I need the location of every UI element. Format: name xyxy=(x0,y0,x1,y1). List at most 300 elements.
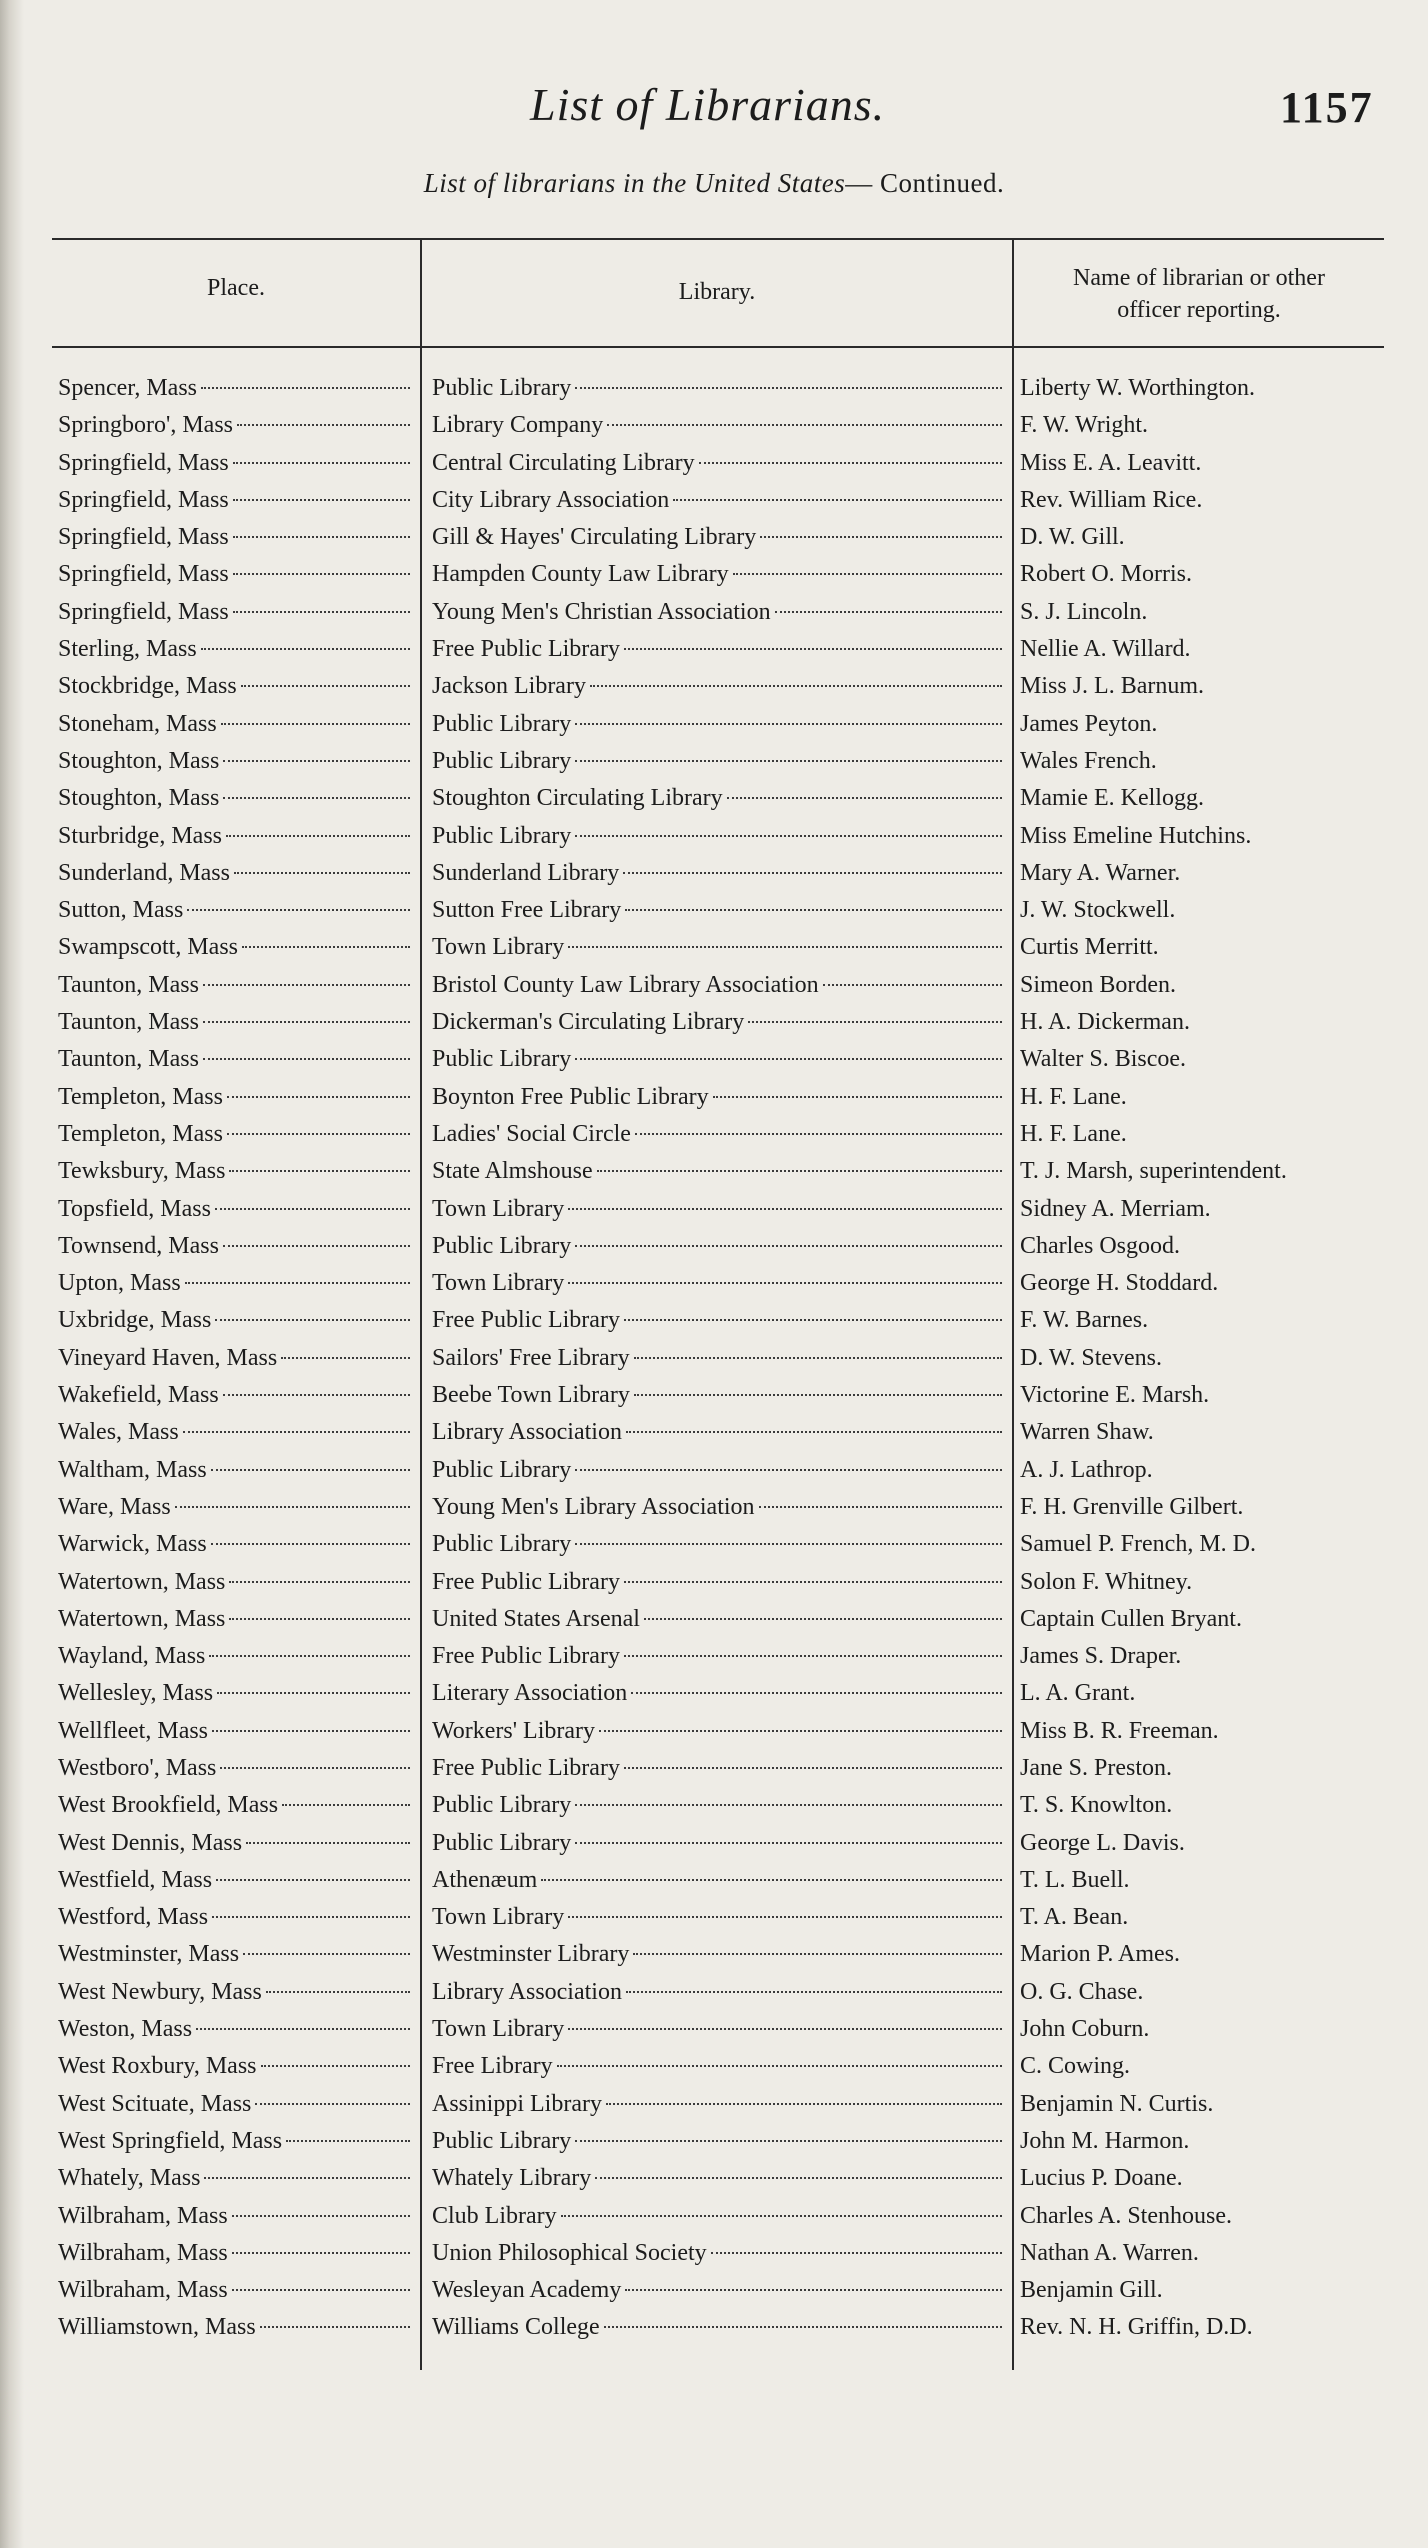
librarian-cell xyxy=(1020,1564,1380,1601)
dot-leader xyxy=(711,2252,1002,2254)
place-text: Springfield, Mass xyxy=(58,449,229,476)
dot-leader xyxy=(568,1282,1002,1284)
place-cell xyxy=(58,1228,412,1265)
table-row xyxy=(0,2309,1428,2346)
librarian-cell xyxy=(1020,1862,1380,1899)
dot-leader xyxy=(673,499,1002,501)
place-text: West Scituate, Mass xyxy=(58,2090,252,2117)
librarian-text: H. F. Lane. xyxy=(1020,1083,1127,1110)
place-text: Sterling, Mass xyxy=(58,636,197,663)
dot-leader xyxy=(215,1208,410,1210)
place-text: West Dennis, Mass xyxy=(58,1829,243,1856)
library-text: Public Library xyxy=(432,1829,572,1856)
librarian-text: John M. Harmon. xyxy=(1020,2127,1190,2154)
table-row xyxy=(0,1079,1428,1116)
librarian-text: Miss J. L. Barnum. xyxy=(1020,673,1205,700)
dot-leader xyxy=(223,760,410,762)
dot-leader xyxy=(568,946,1002,948)
place-cell xyxy=(58,1116,412,1153)
library-text: Williams College xyxy=(432,2314,600,2341)
dot-leader xyxy=(233,499,410,501)
librarian-cell xyxy=(1020,1601,1380,1638)
librarian-text: O. G. Chase. xyxy=(1020,1978,1144,2005)
place-cell xyxy=(58,706,412,743)
library-cell xyxy=(432,1862,1004,1899)
library-text: Stoughton Circulating Library xyxy=(432,785,723,812)
library-cell xyxy=(432,1191,1004,1228)
place-cell xyxy=(58,929,412,966)
place-cell xyxy=(58,1638,412,1675)
table-row xyxy=(0,1414,1428,1451)
library-text: Workers' Library xyxy=(432,1717,595,1744)
library-cell xyxy=(432,1825,1004,1862)
library-cell xyxy=(432,1228,1004,1265)
library-cell xyxy=(432,1079,1004,1116)
place-cell xyxy=(58,1825,412,1862)
place-cell xyxy=(58,1377,412,1414)
library-cell xyxy=(432,1340,1004,1377)
table-row xyxy=(0,706,1428,743)
dot-leader xyxy=(626,1991,1002,1993)
subtitle-continued: — Continued. xyxy=(845,168,1005,198)
place-text: Wilbraham, Mass xyxy=(58,2277,228,2304)
librarian-cell xyxy=(1020,1974,1380,2011)
library-text: Union Philosophical Society xyxy=(432,2239,707,2266)
librarian-text: Mary A. Warner. xyxy=(1020,859,1181,886)
library-text: Literary Association xyxy=(432,1680,628,1707)
place-cell xyxy=(58,818,412,855)
librarian-cell xyxy=(1020,1936,1380,1973)
place-cell xyxy=(58,594,412,631)
librarian-text: Captain Cullen Bryant. xyxy=(1020,1605,1242,1632)
librarian-text: George L. Davis. xyxy=(1020,1829,1185,1856)
place-cell xyxy=(58,1564,412,1601)
librarian-cell xyxy=(1020,2309,1380,2346)
dot-leader xyxy=(211,1543,410,1545)
dot-leader xyxy=(633,1953,1002,1955)
library-cell xyxy=(432,1116,1004,1153)
librarian-cell xyxy=(1020,780,1380,817)
librarian-cell xyxy=(1020,556,1380,593)
dot-leader xyxy=(212,1916,410,1918)
dot-leader xyxy=(229,1581,410,1583)
library-text: Town Library xyxy=(432,934,565,961)
library-text: Town Library xyxy=(432,1195,565,1222)
dot-leader xyxy=(713,1096,1002,1098)
librarian-cell xyxy=(1020,519,1380,556)
library-cell xyxy=(432,1564,1004,1601)
place-cell xyxy=(58,407,412,444)
place-text: Weston, Mass xyxy=(58,2016,193,2043)
dot-leader xyxy=(211,1469,410,1471)
librarian-text: Warren Shaw. xyxy=(1020,1419,1154,1446)
place-cell xyxy=(58,2235,412,2272)
library-cell xyxy=(432,1041,1004,1078)
library-cell xyxy=(432,1489,1004,1526)
librarian-cell xyxy=(1020,2123,1380,2160)
table-row xyxy=(0,1116,1428,1153)
table-row xyxy=(0,967,1428,1004)
table-row xyxy=(0,1862,1428,1899)
table-row xyxy=(0,892,1428,929)
dot-leader xyxy=(575,835,1002,837)
librarian-cell xyxy=(1020,1787,1380,1824)
dot-leader xyxy=(243,1953,410,1955)
librarian-text: L. A. Grant. xyxy=(1020,1680,1136,1707)
librarian-text: D. W. Gill. xyxy=(1020,524,1125,551)
librarian-text: John Coburn. xyxy=(1020,2016,1150,2043)
dot-leader xyxy=(561,2215,1002,2217)
column-header-librarian-line2: officer reporting. xyxy=(1117,297,1281,323)
librarian-text: T. A. Bean. xyxy=(1020,1904,1129,1931)
librarian-text: C. Cowing. xyxy=(1020,2053,1131,2080)
place-text: Swampscott, Mass xyxy=(58,934,238,961)
place-text: Wales, Mass xyxy=(58,1419,179,1446)
dot-leader xyxy=(575,387,1002,389)
dot-leader xyxy=(595,2177,1002,2179)
library-text: Westminster Library xyxy=(432,1941,630,1968)
librarian-cell xyxy=(1020,1079,1380,1116)
library-text: Public Library xyxy=(432,375,572,401)
librarian-cell xyxy=(1020,1675,1380,1712)
place-text: Warwick, Mass xyxy=(58,1531,207,1558)
table-row xyxy=(0,2160,1428,2197)
librarian-cell xyxy=(1020,818,1380,855)
table-row xyxy=(0,1974,1428,2011)
dot-leader xyxy=(624,1655,1002,1657)
table-row xyxy=(0,1489,1428,1526)
dot-leader xyxy=(748,1021,1002,1023)
place-cell xyxy=(58,668,412,705)
librarian-text: H. F. Lane. xyxy=(1020,1120,1127,1147)
library-text: Public Library xyxy=(432,1531,572,1558)
table-row xyxy=(0,1787,1428,1824)
table-row xyxy=(0,1265,1428,1302)
librarian-cell xyxy=(1020,1377,1380,1414)
library-text: Sailors' Free Library xyxy=(432,1344,630,1371)
dot-leader xyxy=(626,1431,1002,1433)
library-cell xyxy=(432,1974,1004,2011)
library-text: Athenæum xyxy=(432,1866,538,1893)
library-text: Public Library xyxy=(432,747,572,774)
dot-leader xyxy=(234,872,410,874)
librarian-cell xyxy=(1020,892,1380,929)
table-row xyxy=(0,1302,1428,1339)
table-row xyxy=(0,594,1428,631)
library-cell xyxy=(432,2086,1004,2123)
dot-leader xyxy=(624,1767,1002,1769)
library-text: Library Association xyxy=(432,1978,622,2005)
dot-leader xyxy=(183,1431,410,1433)
dot-leader xyxy=(266,1991,410,1993)
librarian-text: Wales French. xyxy=(1020,747,1157,774)
librarian-text: A. J. Lathrop. xyxy=(1020,1456,1153,1483)
table-row xyxy=(0,2198,1428,2235)
dot-leader xyxy=(624,1581,1002,1583)
place-cell xyxy=(58,1489,412,1526)
librarian-text: F. H. Grenville Gilbert. xyxy=(1020,1493,1244,1520)
dot-leader xyxy=(209,1655,410,1657)
place-text: Westford, Mass xyxy=(58,1904,209,1931)
dot-leader xyxy=(623,872,1002,874)
library-text: United States Arsenal xyxy=(432,1605,640,1632)
table-row xyxy=(0,445,1428,482)
dot-leader xyxy=(575,1245,1002,1247)
library-cell xyxy=(432,1377,1004,1414)
place-text: Williamstown, Mass xyxy=(58,2314,256,2341)
librarian-text: T. L. Buell. xyxy=(1020,1866,1130,1893)
place-cell xyxy=(58,2048,412,2085)
place-cell xyxy=(58,1675,412,1712)
place-cell xyxy=(58,1414,412,1451)
table-subtitle xyxy=(0,168,1428,199)
place-text: Townsend, Mass xyxy=(58,1232,219,1259)
dot-leader xyxy=(281,1357,410,1359)
place-cell xyxy=(58,1079,412,1116)
place-text: Tewksbury, Mass xyxy=(58,1158,226,1185)
place-text: Watertown, Mass xyxy=(58,1605,226,1632)
table-row xyxy=(0,780,1428,817)
place-cell xyxy=(58,1452,412,1489)
librarian-cell xyxy=(1020,967,1380,1004)
place-cell xyxy=(58,1302,412,1339)
library-cell xyxy=(432,2272,1004,2309)
place-cell xyxy=(58,2309,412,2346)
librarian-text: S. J. Lincoln. xyxy=(1020,598,1148,625)
dot-leader xyxy=(220,1767,410,1769)
table-row xyxy=(0,1191,1428,1228)
library-cell xyxy=(432,2048,1004,2085)
librarian-cell xyxy=(1020,1228,1380,1265)
place-cell xyxy=(58,743,412,780)
place-text: Springfield, Mass xyxy=(58,524,229,551)
library-text: Ladies' Social Circle xyxy=(432,1120,631,1147)
dot-leader xyxy=(203,984,410,986)
librarian-cell xyxy=(1020,2272,1380,2309)
place-text: Watertown, Mass xyxy=(58,1568,226,1595)
library-text: Public Library xyxy=(432,1046,572,1073)
dot-leader xyxy=(204,2177,410,2179)
dot-leader xyxy=(233,536,410,538)
table-row xyxy=(0,2123,1428,2160)
library-cell xyxy=(432,1713,1004,1750)
dot-leader xyxy=(223,797,410,799)
dot-leader xyxy=(644,1618,1002,1620)
table-row xyxy=(0,1899,1428,1936)
dot-leader xyxy=(624,1319,1002,1321)
library-cell xyxy=(432,2160,1004,2197)
place-text: Wellfleet, Mass xyxy=(58,1717,209,1744)
librarian-cell xyxy=(1020,1638,1380,1675)
place-cell xyxy=(58,1974,412,2011)
place-cell xyxy=(58,1787,412,1824)
place-cell xyxy=(58,1750,412,1787)
librarian-text: Liberty W. Worthington. xyxy=(1020,375,1255,401)
table-row xyxy=(0,1377,1428,1414)
table-row xyxy=(0,743,1428,780)
library-cell xyxy=(432,1452,1004,1489)
table-row xyxy=(0,519,1428,556)
dot-leader xyxy=(625,909,1002,911)
library-cell xyxy=(432,1153,1004,1190)
librarian-cell xyxy=(1020,1302,1380,1339)
librarian-cell xyxy=(1020,1265,1380,1302)
librarian-text: Nathan A. Warren. xyxy=(1020,2239,1199,2266)
dot-leader xyxy=(575,1469,1002,1471)
place-cell xyxy=(58,967,412,1004)
table-row xyxy=(0,556,1428,593)
librarian-cell xyxy=(1020,1825,1380,1862)
library-text: Free Public Library xyxy=(432,1643,620,1670)
dot-leader xyxy=(233,573,410,575)
library-text: Public Library xyxy=(432,1456,572,1483)
table-row xyxy=(0,482,1428,519)
dot-leader xyxy=(624,648,1002,650)
librarian-text: Victorine E. Marsh. xyxy=(1020,1382,1210,1409)
library-text: Free Public Library xyxy=(432,636,620,663)
dot-leader xyxy=(223,1245,410,1247)
place-cell xyxy=(58,1265,412,1302)
librarian-text: F. W. Barnes. xyxy=(1020,1307,1149,1334)
place-cell xyxy=(58,1936,412,1973)
place-text: Springfield, Mass xyxy=(58,486,229,513)
place-cell xyxy=(58,1340,412,1377)
column-header-place: Place. xyxy=(207,275,265,301)
dot-leader xyxy=(255,2103,410,2105)
librarian-cell xyxy=(1020,1489,1380,1526)
librarian-cell xyxy=(1020,1340,1380,1377)
librarian-text: H. A. Dickerman. xyxy=(1020,1009,1190,1036)
library-text: Whately Library xyxy=(432,2165,592,2192)
library-text: Club Library xyxy=(432,2202,557,2229)
library-cell xyxy=(432,1414,1004,1451)
place-text: West Springfield, Mass xyxy=(58,2127,283,2154)
librarian-text: J. W. Stockwell. xyxy=(1020,897,1176,924)
place-text: Wayland, Mass xyxy=(58,1643,206,1670)
place-cell xyxy=(58,780,412,817)
place-text: Stockbridge, Mass xyxy=(58,673,237,700)
library-text: Town Library xyxy=(432,1270,565,1297)
place-text: Whately, Mass xyxy=(58,2165,201,2192)
table-row xyxy=(0,2235,1428,2272)
library-cell xyxy=(432,594,1004,631)
librarian-cell xyxy=(1020,1153,1380,1190)
place-text: Stoughton, Mass xyxy=(58,785,220,812)
library-cell xyxy=(432,407,1004,444)
library-text: Young Men's Christian Association xyxy=(432,598,771,625)
librarian-text: George H. Stoddard. xyxy=(1020,1270,1219,1297)
librarian-text: Charles Osgood. xyxy=(1020,1232,1180,1259)
table-row xyxy=(0,2086,1428,2123)
place-text: Sturbridge, Mass xyxy=(58,822,222,849)
library-cell xyxy=(432,556,1004,593)
dot-leader xyxy=(557,2065,1002,2067)
dot-leader xyxy=(604,2326,1002,2328)
librarian-cell xyxy=(1020,668,1380,705)
librarian-cell xyxy=(1020,1116,1380,1153)
table-row xyxy=(0,1004,1428,1041)
library-text: Hampden County Law Library xyxy=(432,561,729,588)
dot-leader xyxy=(699,462,1002,464)
dot-leader xyxy=(175,1506,410,1508)
table-row xyxy=(0,1601,1428,1638)
library-cell xyxy=(432,929,1004,966)
librarian-cell xyxy=(1020,445,1380,482)
place-text: Springfield, Mass xyxy=(58,561,229,588)
place-text: Wakefield, Mass xyxy=(58,1382,219,1409)
place-cell xyxy=(58,1004,412,1041)
librarian-text: Benjamin Gill. xyxy=(1020,2277,1163,2304)
library-cell xyxy=(432,967,1004,1004)
librarian-text: Sidney A. Merriam. xyxy=(1020,1195,1211,1222)
dot-leader xyxy=(575,2140,1002,2142)
place-cell xyxy=(58,556,412,593)
dot-leader xyxy=(233,462,410,464)
place-text: Templeton, Mass xyxy=(58,1120,223,1147)
place-text: Westfield, Mass xyxy=(58,1866,213,1893)
place-cell xyxy=(58,519,412,556)
library-cell xyxy=(432,780,1004,817)
librarian-cell xyxy=(1020,1041,1380,1078)
library-cell xyxy=(432,1750,1004,1787)
table-row xyxy=(0,1564,1428,1601)
place-text: Wilbraham, Mass xyxy=(58,2239,228,2266)
librarian-cell xyxy=(1020,2011,1380,2048)
library-cell xyxy=(432,519,1004,556)
library-cell xyxy=(432,445,1004,482)
table-row xyxy=(0,370,1428,407)
dot-leader xyxy=(217,1692,410,1694)
dot-leader xyxy=(282,1804,410,1806)
table-row xyxy=(0,1452,1428,1489)
place-text: Wellesley, Mass xyxy=(58,1680,214,1707)
librarian-text: Lucius P. Doane. xyxy=(1020,2165,1183,2192)
librarian-cell xyxy=(1020,2048,1380,2085)
place-cell xyxy=(58,2086,412,2123)
librarian-text: T. J. Marsh, superintendent. xyxy=(1020,1158,1287,1185)
librarian-text: Marion P. Ames. xyxy=(1020,1941,1181,1968)
place-cell xyxy=(58,855,412,892)
librarian-cell xyxy=(1020,2198,1380,2235)
librarian-text: Nellie A. Willard. xyxy=(1020,636,1191,663)
place-text: Uxbridge, Mass xyxy=(58,1307,212,1334)
librarian-cell xyxy=(1020,2160,1380,2197)
dot-leader xyxy=(575,723,1002,725)
library-text: Public Library xyxy=(432,2127,572,2154)
librarian-cell xyxy=(1020,1004,1380,1041)
library-text: City Library Association xyxy=(432,486,670,513)
library-text: Wesleyan Academy xyxy=(432,2277,622,2304)
library-text: Town Library xyxy=(432,2016,565,2043)
librarian-text: Simeon Borden. xyxy=(1020,971,1176,998)
table-row xyxy=(0,1936,1428,1973)
dot-leader xyxy=(260,2326,410,2328)
place-cell xyxy=(58,1526,412,1563)
library-cell xyxy=(432,1787,1004,1824)
header-top-rule xyxy=(52,238,1384,240)
dot-leader xyxy=(634,1394,1002,1396)
library-cell xyxy=(432,1302,1004,1339)
dot-leader xyxy=(233,611,410,613)
librarian-cell xyxy=(1020,2086,1380,2123)
dot-leader xyxy=(575,1804,1002,1806)
dot-leader xyxy=(733,573,1002,575)
librarian-cell xyxy=(1020,1452,1380,1489)
dot-leader xyxy=(215,1319,410,1321)
dot-leader xyxy=(635,1133,1002,1135)
place-cell xyxy=(58,892,412,929)
dot-leader xyxy=(607,424,1002,426)
